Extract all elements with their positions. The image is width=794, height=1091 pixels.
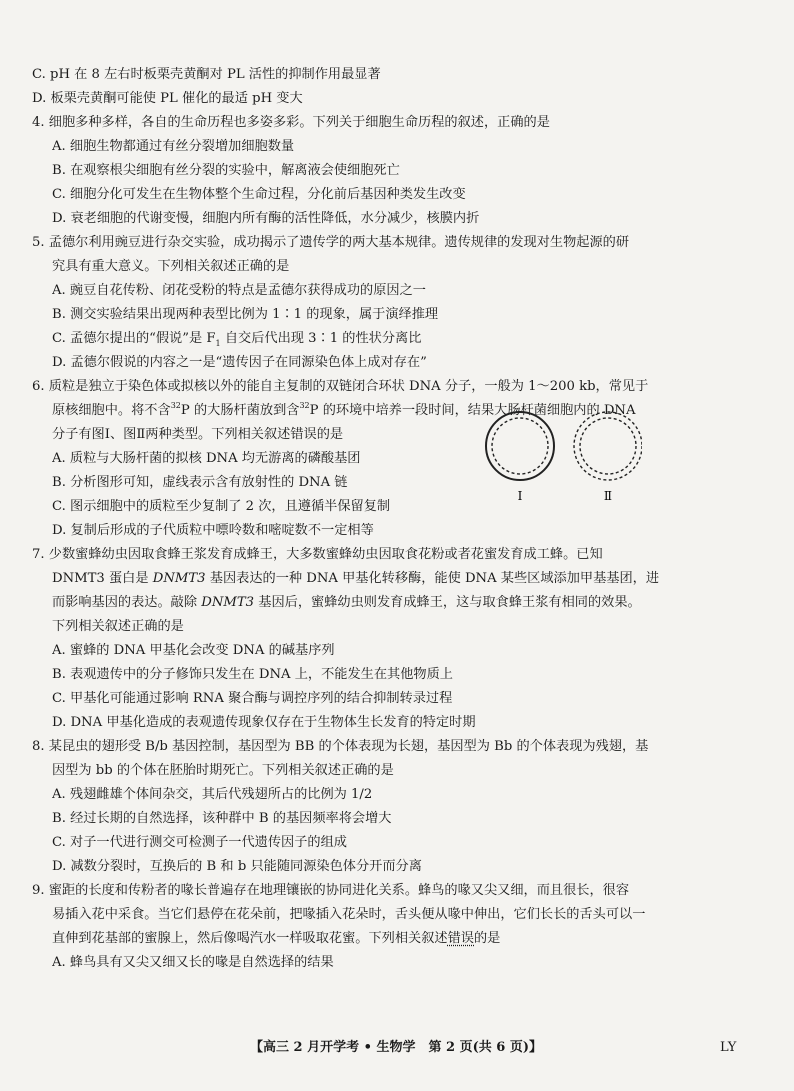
q4-option-b: B. 在观察根尖细胞有丝分裂的实验中，解离液会使细胞死亡 [52,163,400,178]
plasmid-2-outer-strand [574,412,642,480]
q6-stem-line2-mid: P 的大肠杆菌放到含 [180,403,300,418]
q5-option-c-pre: C. 孟德尔提出的“假说”是 F [52,331,216,346]
q7-stem-line1: 7. 少数蜜蜂幼虫因取食蜂王浆发育成蜂王，大多数蜜蜂幼虫因取食花粉或者花蜜发育成工蜂。已知 [32,547,603,562]
q7-stem-line3-pre: 而影响基因的表达。敲除 [52,595,202,610]
q8-option-b: B. 经过长期的自然选择，该种群中 B 的基因频率将会增大 [52,811,392,826]
q4-option-c: C. 细胞分化可发生在生物体整个生命过程，分化前后基因种类发生改变 [52,187,466,202]
footer-page-info: 【高三 2 月开学考 • 生物学 第 2 页(共 6 页)】 [250,1040,542,1055]
q9-stem-line3-pre: 直伸到花基部的蜜腺上，然后像喝汽水一样吸取花蜜。下列相关叙述 [52,931,448,946]
q5-option-c-post: 自交后代出现 3∶1 的性状分离比 [220,331,422,346]
gene-name-dnmt3-2: DNMT3 [201,595,255,610]
q5-option-d: D. 孟德尔假说的内容之一是“遗传因子在同源染色体上成对存在” [52,355,427,370]
plasmid-2-inner-strand [580,418,636,474]
q9-stem-line1: 9. 蜜距的长度和传粉者的喙长普遍存在地理镶嵌的协同进化关系。蜂鸟的喙又尖又细，而且很长，很容 [32,883,630,898]
footer-code: LY [720,1040,737,1055]
q7-stem-line2-pre: DNMT3 蛋白是 [52,571,153,586]
gene-name-dnmt3: DNMT3 [152,571,206,586]
q6-stem-line2-pre: 原核细胞中。将不含 [52,403,171,418]
q4-option-a: A. 细胞生物都通过有丝分裂增加细胞数量 [52,139,295,154]
q4-option-d: D. 衰老细胞的代谢变慢，细胞内所有酶的活性降低，水分减少，核膜内折 [52,211,480,226]
q9-stem-line3 [52,930,762,948]
q9-stem-line2: 易插入花中采食。当它们悬停在花朵前，把喙插入花朵时，舌头便从喙中伸出，它们长长的舌头可以一 [52,907,646,922]
q5-option-c [52,330,762,348]
q7-stem-line2-post: 基因表达的一种 DNA 甲基化转移酶，能使 DNA 某些区域添加甲基基团，进 [205,571,660,586]
q4-stem: 4. 细胞多种多样，各自的生命历程也多姿多彩。下列关于细胞生命历程的叙述，正确的是 [32,115,550,130]
q7-option-a: A. 蜜蜂的 DNA 甲基化会改变 DNA 的碱基序列 [52,643,335,658]
q6-option-d: D. 复制后形成的子代质粒中嘌呤数和嘧啶数不一定相等 [52,523,374,538]
q3-option-d: D. 板栗壳黄酮可能使 PL 催化的最适 pH 变大 [32,91,303,106]
q9-option-a: A. 蜂鸟具有又尖又细又长的喙是自然选择的结果 [52,955,334,970]
figure-label-2: Ⅱ [603,489,613,503]
q5-option-a: A. 豌豆自花传粉、闭花受粉的特点是孟德尔获得成功的原因之一 [52,283,426,298]
isotope-superscript-2: 32 [299,402,310,410]
f1-subscript: 1 [215,339,221,348]
q8-option-d: D. 减数分裂时，互换后的 B 和 b 只能随同源染色体分开而分离 [52,859,422,874]
plasmid-figure [482,408,642,508]
q6-option-c: C. 图示细胞中的质粒至少复制了 2 次，且遵循半保留复制 [52,499,391,514]
figure-label-1: Ⅰ [517,489,523,503]
q7-option-b: B. 表观遗传中的分子修饰只发生在 DNA 上，不能发生在其他物质上 [52,667,453,682]
q6-stem-line1: 6. 质粒是独立于染色体或拟核以外的能自主复制的双链闭合环状 DNA 分子，一般为 1～200 kb，常见于 [32,379,649,394]
q7-option-d: D. DNA 甲基化造成的表观遗传现象仅存在于生物体生长发育的特定时期 [52,715,476,730]
q7-stem-line3-post: 基因后，蜜蜂幼虫则发育成蜂王，这与取食蜂王浆有相同的效果。 [254,595,641,610]
q8-stem-line1: 8. 某昆虫的翅形受 B/b 基因控制，基因型为 BB 的个体表现为长翅，基因型为 Bb 的个体表现为残翅，基 [32,739,649,754]
q6-option-a: A. 质粒与大肠杆菌的拟核 DNA 均无游离的磷酸基团 [52,451,361,466]
isotope-superscript-1: 32 [170,402,181,410]
emphasis-mark-wrong: 错误 [447,931,474,946]
q7-option-c: C. 甲基化可能通过影响 RNA 聚合酶与调控序列的结合抑制转录过程 [52,691,453,706]
q6-stem-line2 [52,402,762,420]
plasmid-1-outer-strand [486,412,554,480]
q8-option-a: A. 残翅雌雄个体间杂交，其后代残翅所占的比例为 1/2 [52,787,373,802]
q7-stem-line3 [52,594,762,612]
q5-option-b: B. 测交实验结果出现两种表型比例为 1∶1 的现象，属于演绎推理 [52,307,439,322]
page-footer [0,1038,794,1058]
q6-stem-line3: 分子有图Ⅰ、图Ⅱ两种类型。下列相关叙述错误的是 [52,427,344,442]
q8-stem-line2: 因型为 bb 的个体在胚胎时期死亡。下列相关叙述正确的是 [52,763,394,778]
q6-option-b: B. 分析图形可知，虚线表示含有放射性的 DNA 链 [52,475,348,490]
q8-option-c: C. 对子一代进行测交可检测子一代遗传因子的组成 [52,835,347,850]
q5-stem-line2: 究具有重大意义。下列相关叙述正确的是 [52,259,290,274]
q9-stem-line3-post: 的是 [474,931,501,946]
q3-option-c: C. pH 在 8 左右时板栗壳黄酮对 PL 活性的抑制作用最显著 [32,67,381,82]
plasmid-1-inner-strand [492,418,548,474]
q7-stem-line4: 下列相关叙述正确的是 [52,619,184,634]
q7-stem-line2 [52,570,762,588]
q5-stem-line1: 5. 孟德尔利用豌豆进行杂交实验，成功揭示了遗传学的两大基本规律。遗传规律的发现对生物起源的研 [32,235,630,250]
q6-stem-line2-post: P 的环境中培养一段时间，结果大肠杆菌细胞内的 DNA [309,403,636,418]
